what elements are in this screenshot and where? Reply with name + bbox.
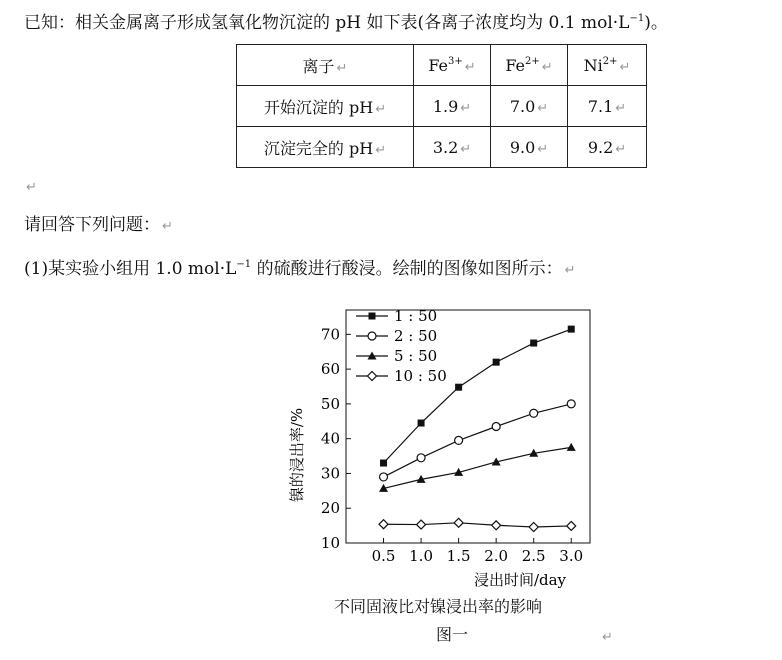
data-point-square [493,359,500,366]
x-tick-label: 2.0 [484,547,509,565]
ion-ph-table [236,44,647,168]
table-cell [568,86,647,127]
cell-value: 9.0 [509,137,536,157]
y-tick-label: 70 [320,325,340,344]
return-mark-icon: ↵ [619,59,631,75]
data-point-diamond [567,521,576,530]
return-mark-icon: ↵ [336,60,348,76]
series-line [384,404,572,477]
table-cell [414,86,491,127]
table-row-label [237,86,414,127]
question-1-line [24,254,575,279]
data-point-circle [455,436,463,444]
data-point-diamond [529,523,538,532]
data-point-circle [368,332,376,340]
return-mark-icon: ↵ [537,100,549,116]
y-tick-label: 40 [320,429,340,448]
return-mark-icon: ↵ [537,141,549,157]
y-tick-label: 10 [320,534,340,552]
chart-x-axis-label: 浸出时间/day [473,571,567,589]
ion-symbol: Fe [505,55,526,75]
return-mark-icon: ↵ [541,59,553,75]
data-point-square [568,326,575,333]
intro-text-end: )。 [644,13,668,33]
x-tick-label: 1.0 [409,547,434,565]
return-mark-icon: ↵ [375,142,387,158]
chart-title: 不同固液比对镍浸出率的影响 [334,597,543,616]
data-point-diamond [368,372,377,381]
return-mark-icon: ↵ [564,263,576,278]
question-1-text-end: 的硫酸进行酸浸。绘制的图像如图所示： [251,259,563,279]
return-mark-icon: ↵ [460,141,472,157]
data-point-diamond [417,520,426,529]
series-line [384,523,572,527]
ion-charge: 2+ [525,55,540,67]
table-header-cell [568,45,647,86]
ion-symbol: Fe [428,55,449,75]
intro-exponent: −1 [629,13,645,24]
table-row [237,127,647,168]
data-point-square [530,340,537,347]
cell-value: 1.9 [432,96,459,116]
data-point-circle [567,400,575,408]
legend-label: 2 : 50 [394,327,438,345]
chart-plot-frame [346,310,590,543]
chart-legend [356,307,447,385]
x-tick-label: 1.5 [446,547,471,565]
row-label-text: 沉淀完全的 pH [263,138,374,158]
chart-y-axis-label: 镍的浸出率/% [288,407,306,503]
table-row-label [237,127,414,168]
table-header-row [237,45,647,86]
x-tick-label: 0.5 [371,547,396,565]
return-mark-icon: ↵ [464,59,476,75]
data-point-circle [380,473,388,481]
y-tick-label: 20 [320,499,340,518]
leaching-rate-chart [280,300,600,596]
data-point-diamond [454,518,463,527]
question-1-exponent: −1 [236,259,252,270]
series-line [384,447,572,488]
y-tick-label: 50 [320,394,340,413]
header-label: 离子 [302,56,335,76]
question-prompt: 请回答下列问题： [24,215,160,235]
data-point-square [380,460,387,467]
table-header-cell [237,45,414,86]
cell-value: 7.1 [587,96,614,116]
intro-line [24,8,668,33]
data-point-circle [417,454,425,462]
legend-label: 5 : 50 [394,347,438,365]
question-1-text: (1)某实验小组用 1.0 mol·L [24,259,237,279]
legend-label: 10 : 50 [394,367,447,385]
question-prompt-line [24,210,173,235]
data-point-diamond [379,520,388,529]
figure-label: 图一 [436,625,469,644]
cell-value: 9.2 [587,137,614,157]
data-point-circle [530,409,538,417]
table-header-cell [491,45,568,86]
return-mark-icon: ↵ [162,219,173,234]
data-point-triangle [567,443,576,451]
data-point-square [369,313,376,320]
table-row [237,86,647,127]
return-mark-icon: ↵ [602,630,613,645]
return-mark-icon: ↵ [26,180,37,195]
table-cell [491,86,568,127]
ion-charge: 2+ [602,55,618,67]
intro-text: 已知：相关金属离子形成氢氧化物沉淀的 pH 如下表(各离子浓度均为 0.1 mol·L [24,13,630,33]
data-point-square [455,384,462,391]
table-cell [491,127,568,168]
data-point-circle [492,423,500,431]
return-mark-icon: ↵ [375,101,387,117]
return-mark-icon: ↵ [615,100,627,116]
cell-value: 3.2 [432,137,459,157]
empty-paragraph [24,176,37,196]
table-cell [568,127,647,168]
return-mark-icon: ↵ [460,100,472,116]
table-header-cell [414,45,491,86]
y-tick-label: 60 [320,360,340,379]
return-mark-icon: ↵ [615,141,627,157]
data-point-square [418,420,425,427]
x-tick-label: 2.5 [521,547,546,565]
legend-label: 1 : 50 [394,307,438,325]
table-cell [414,127,491,168]
ion-symbol: Ni [583,55,603,75]
y-tick-label: 30 [320,464,340,483]
cell-value: 7.0 [509,96,536,116]
ion-charge: 3+ [448,55,463,67]
x-tick-label: 3.0 [559,547,584,565]
row-label-text: 开始沉淀的 pH [263,97,374,117]
data-point-diamond [492,521,501,530]
